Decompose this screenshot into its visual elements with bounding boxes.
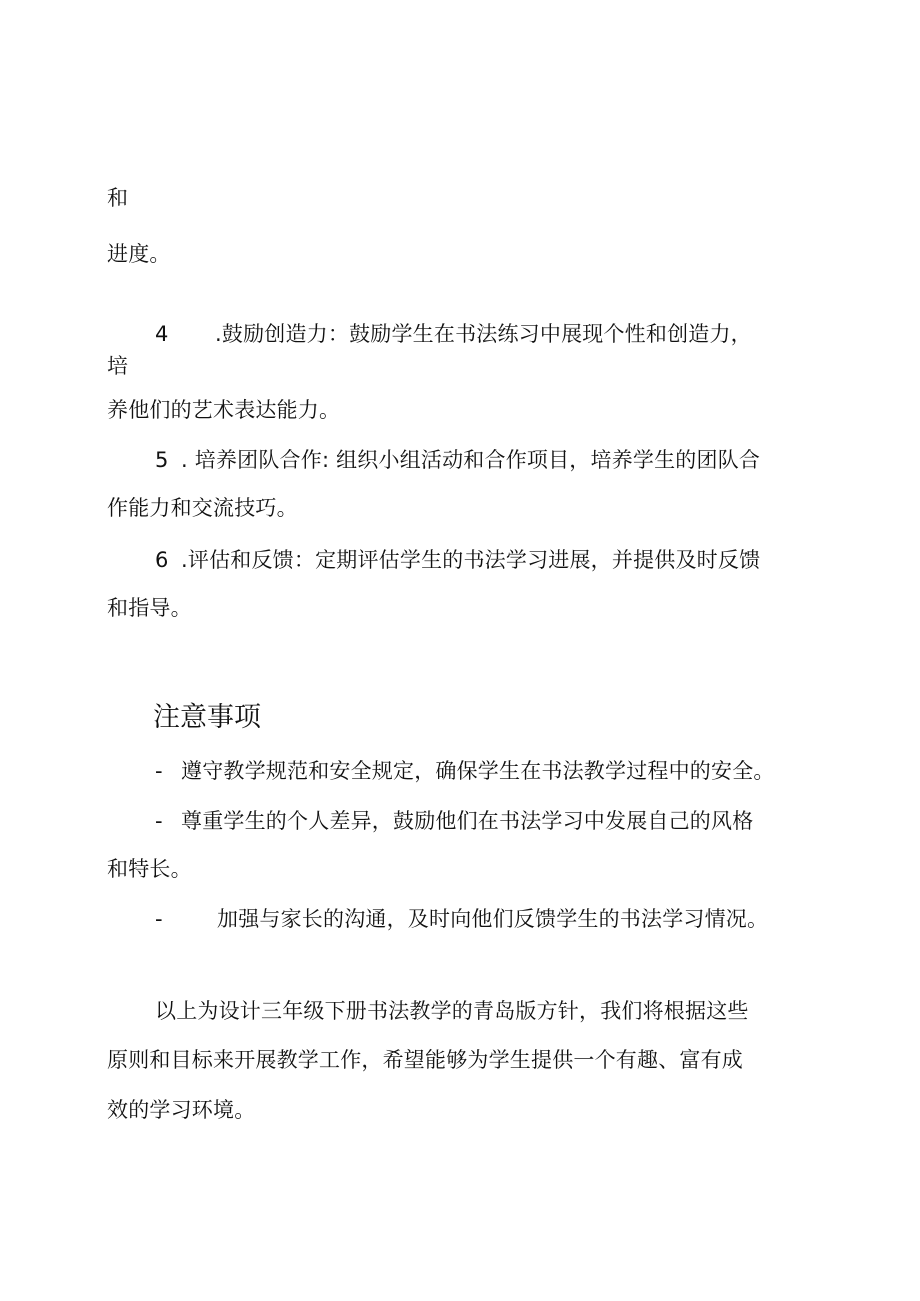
list-item-text: . 培养团队合作: 组织小组活动和合作项目，培养学生的团队合 bbox=[181, 448, 761, 472]
list-item-continuation: 养他们的艺术表达能力。 bbox=[107, 398, 341, 422]
conclusion-line: 原则和目标来开展教学工作，希望能够为学生提供一个有趣、富有成 bbox=[107, 1048, 743, 1072]
list-number: 4 bbox=[155, 322, 169, 346]
list-item-6 bbox=[155, 546, 760, 574]
list-number: 6 bbox=[155, 548, 169, 572]
note-text: 加强与家长的沟通，及时向他们反馈学生的书法学习情况。 bbox=[217, 907, 769, 931]
note-text: 尊重学生的个人差异，鼓励他们在书法学习中发展自己的风格 bbox=[181, 809, 754, 833]
list-item-4 bbox=[155, 320, 752, 348]
conclusion-line: 效的学习环境。 bbox=[107, 1098, 256, 1122]
note-text: 遵守教学规范和安全规定，确保学生在书法教学过程中的安全。 bbox=[181, 759, 775, 783]
list-item-text: .鼓励创造力：鼓励学生在书法练习中展现个性和创造力， bbox=[215, 322, 752, 346]
list-item-continuation: 和指导。 bbox=[107, 596, 192, 620]
list-item-continuation: 作能力和交流技巧。 bbox=[107, 496, 298, 520]
note-item bbox=[155, 807, 753, 835]
note-item bbox=[155, 757, 775, 785]
note-item bbox=[155, 905, 768, 933]
text-fragment: 和 bbox=[107, 186, 129, 210]
conclusion-line: 以上为设计三年级下册书法教学的青岛版方针，我们将根据这些 bbox=[155, 999, 749, 1023]
bullet-dash: - bbox=[155, 809, 163, 833]
bullet-dash: - bbox=[155, 907, 163, 931]
text-fragment: 进度。 bbox=[107, 242, 171, 266]
bullet-dash: - bbox=[155, 759, 163, 783]
list-item-5 bbox=[155, 446, 760, 474]
note-continuation: 和特长。 bbox=[107, 857, 192, 881]
section-heading: 注意事项 bbox=[153, 702, 261, 733]
list-item-continuation: 培 bbox=[107, 354, 129, 378]
list-number: 5 bbox=[155, 448, 169, 472]
list-item-text: .评估和反馈：定期评估学生的书法学习进展，并提供及时反馈 bbox=[181, 548, 761, 572]
